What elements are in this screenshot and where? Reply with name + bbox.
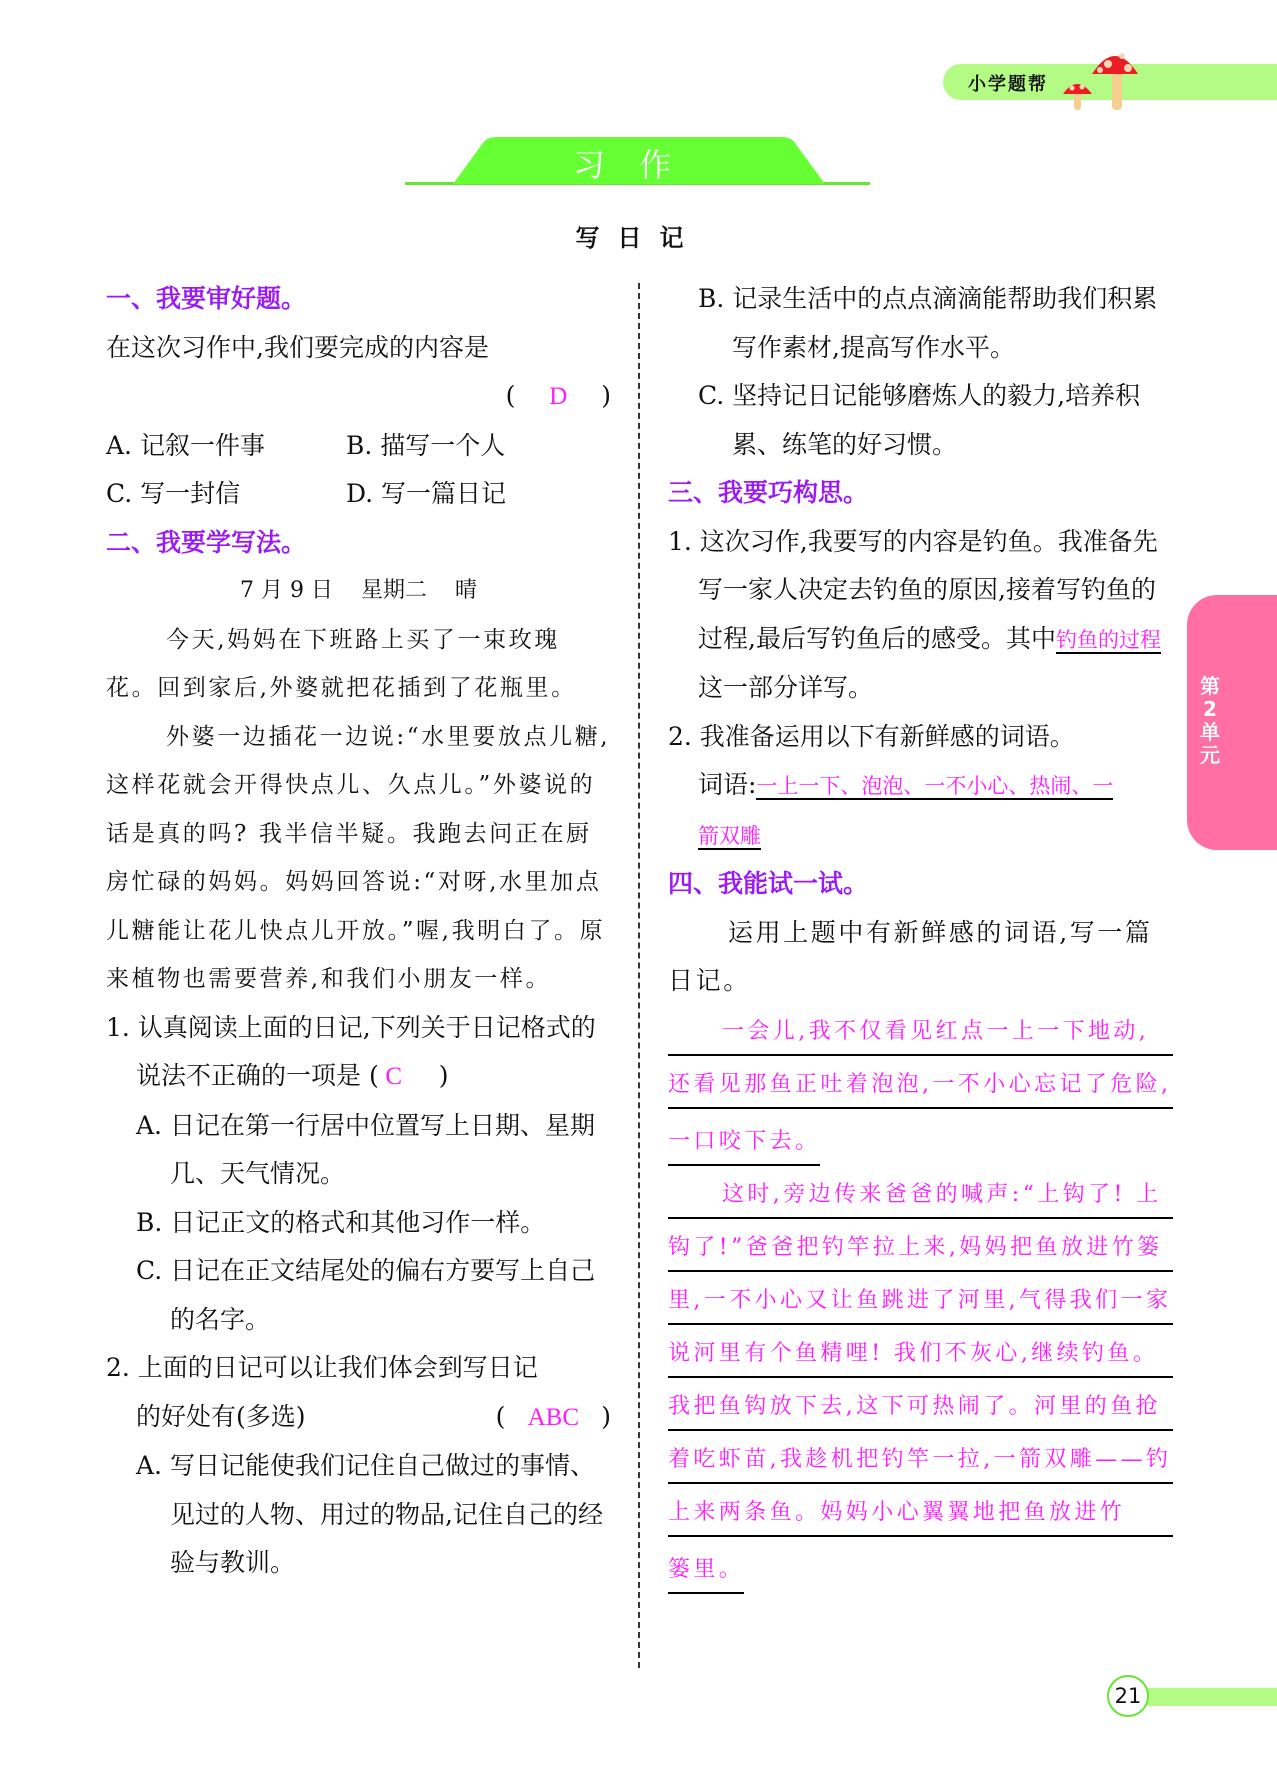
diary-paragraph: 今天,妈妈在下班路上买了一束玫瑰花。回到家后,外婆就把花插到了花瓶里。 (106, 626, 577, 701)
essay-line: 一口咬下去。 (668, 1120, 820, 1166)
footer-bar (1147, 1688, 1277, 1706)
q2-option-c: C. 坚持记日记能够磨炼人的毅力,培养积累、练笔的好习惯。 (698, 381, 1141, 459)
essay-line: 钩了!”爸爸把钓竿拉上来,妈妈把鱼放进竹篓 (668, 1226, 1173, 1272)
essay-answer (668, 1010, 1173, 1601)
words-line: 词语:一上一下、泡泡、一不小心、热闹、一 (698, 770, 1114, 799)
section2-heading: 二、我要学写法。 (106, 527, 307, 557)
essay-line: 篓里。 (668, 1548, 744, 1594)
section3-heading: 三、我要巧构思。 (668, 478, 869, 507)
section1-question: 在这次习作中,我们要完成的内容是 (106, 332, 489, 362)
section4-heading: 四、我能试一试。 (668, 869, 869, 898)
section3-q1: 1. 这次习作,我要写的内容是钓鱼。我准备先写一家人决定去钓鱼的原因,接着写钓鱼的过程,最后写钓鱼后的感受。其中钓鱼的过程这一部分详写。 (668, 526, 1161, 702)
essay-line: 说河里有个鱼精哩! 我们不灰心,继续钓鱼。 (668, 1332, 1173, 1378)
options-row (106, 470, 611, 519)
q2-text: 2. 上面的日记可以让我们体会到写日记 (106, 1353, 538, 1382)
page-number: 21 (1107, 1675, 1149, 1717)
options-row (106, 422, 611, 471)
words-answer: 一上一下、泡泡、一不小心、热闹、一 (756, 774, 1114, 798)
answer-slot: ( D ) (106, 372, 611, 422)
q1-option-b: B. 日记正文的格式和其他习作一样。 (136, 1207, 546, 1237)
q2-text-line2: 的好处有(多选) ( ABC ) (106, 1393, 611, 1443)
diary-paragraph: 外婆一边插花一边说:“水里要放点儿糖,这样花就会开得快点儿、久点儿。”外婆说的话是真的吗? 我半信半疑。我跑去问正在厨房忙碌的妈妈。妈妈回答说:“对呀,水里加点儿糖能让花儿快点儿开放。”喔,我明白了。原来植物也需要营养,和我们小朋友一样。 (106, 723, 611, 992)
banner-title: 习作 (572, 146, 705, 184)
answer-value: ABC (527, 1403, 579, 1431)
q2-option-a: A. 写日记能使我们记住自己做过的事情、见过的人物、用过的物品,记住自己的经验与教训。 (136, 1451, 603, 1577)
essay-line: 着吃虾苗,我趁机把钓竿一拉,一箭双雕——钓 (668, 1438, 1173, 1484)
q1-option-c: C. 日记在正文结尾处的偏右方要写上自己的名字。 (136, 1256, 596, 1334)
essay-line: 还看见那鱼正吐着泡泡,一不小心忘记了危险, (668, 1063, 1173, 1109)
left-column (106, 275, 611, 1588)
right-column (668, 275, 1173, 1601)
page-subtitle: 写日记 (575, 223, 702, 252)
option-b: B. 描写一个人 (346, 430, 506, 460)
unit-tab-label: 第 2 单 元 (1200, 674, 1220, 767)
section1-heading: 一、我要审好题。 (106, 284, 307, 313)
answer-value: 钓鱼的过程 (1055, 627, 1161, 652)
answer-value: C (385, 1063, 403, 1090)
essay-line: 上来两条鱼。妈妈小心翼翼地把鱼放进竹 (668, 1491, 1173, 1537)
option-c: C. 写一封信 (106, 479, 241, 508)
q1-text: 1. 认真阅读上面的日记,下列关于日记格式的说法不正确的一项是 ( C ) (106, 1004, 611, 1102)
mushroom-icon (1060, 44, 1142, 114)
q2-option-b: B. 记录生活中的点点滴滴能帮助我们积累写作素材,提高写作水平。 (698, 284, 1158, 362)
essay-line: 我把鱼钩放下去,这下可热闹了。河里的鱼抢 (668, 1385, 1173, 1431)
essay-line: 这时,旁边传来爸爸的喊声:“上钩了! 上 (668, 1173, 1173, 1219)
option-d: D. 写一篇日记 (346, 479, 507, 508)
words-line2: 箭双雕 (698, 823, 761, 848)
section3-q2: 2. 我准备运用以下有新鲜感的词语。 (668, 721, 1075, 751)
section4-prompt: 运用上题中有新鲜感的词语,写一篇日记。 (668, 917, 1153, 995)
q1-option-a: A. 日记在第一行居中位置写上日期、星期几、天气情况。 (136, 1110, 595, 1188)
answer-value: D (549, 383, 568, 410)
essay-line: 里,一不小心又让鱼跳进了河里,气得我们一家 (668, 1279, 1173, 1325)
diary-header: 7 月 9 日 星期二 晴 (240, 578, 477, 603)
column-divider (638, 283, 640, 1668)
essay-line: 一会儿,我不仅看见红点一上一下地动, (668, 1010, 1173, 1056)
option-a: A. 记叙一件事 (106, 430, 265, 460)
brand-name: 小学题帮 (968, 74, 1048, 95)
